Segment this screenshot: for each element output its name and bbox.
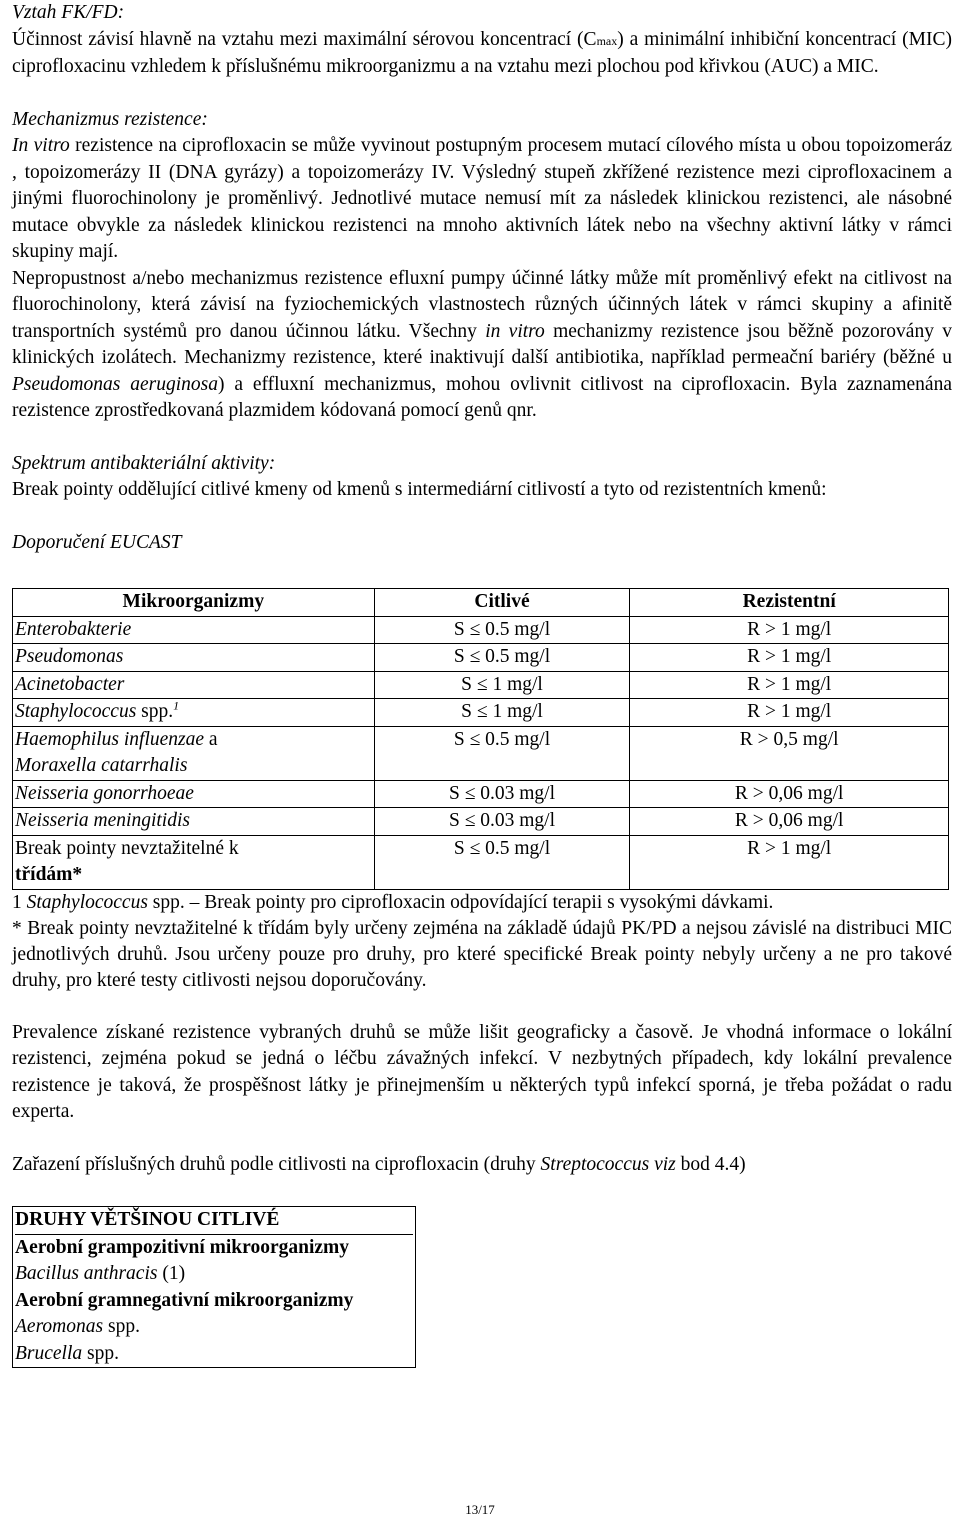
organism-cell: Neisseria meningitidis bbox=[13, 808, 375, 836]
column-header-resistant: Rezistentní bbox=[630, 589, 949, 617]
organism-cell: Staphylococcus spp.$^1$ bbox=[13, 699, 375, 727]
sensitive-cell: S ≤ 0.5 mg/l bbox=[374, 835, 630, 889]
eucast-breakpoint-table bbox=[12, 588, 949, 890]
page-number: 13/17 bbox=[465, 1502, 495, 1517]
sensitive-cell: S ≤ 0.5 mg/l bbox=[374, 616, 630, 644]
resistant-cell: R > 1 mg/l bbox=[630, 835, 949, 889]
resistant-cell: R > 0,06 mg/l bbox=[630, 808, 949, 836]
list-item: Aeromonas spp. bbox=[15, 1316, 140, 1337]
document-page bbox=[12, 0, 952, 1368]
resistant-cell: R > 1 mg/l bbox=[630, 616, 949, 644]
paragraph-mechanizmus-2: Nepropustnost a/nebo mechanizmus rezistence efluxní pumpy účinné látky může mít proměnlivý efekt na citlivost na fluorochinolony, která závisí na fyziochemických vlastnostech různých účinných látek v rámci skupiny a afinitě transportních systémů pro danou účinnou látku. Všechny in vitro mechanizmy rezistence jsou běžně pozorovány v klinických izolátech. Mechanizmy rezistence, které inaktivují další antibiotika, například permeační bariéry (běžné u Pseudomonas aeruginosa) a effluxní mechanizmus, mohou ovlivnit citlivost na ciprofloxacin. Byla zaznamenána rezistence zprostředkovaná plazmidem kódovaná pomocí genů qnr. bbox=[12, 267, 952, 421]
species-sensitivity-box bbox=[12, 1206, 416, 1368]
resistant-cell: R > 1 mg/l bbox=[630, 644, 949, 672]
table-row bbox=[13, 835, 949, 889]
organism-cell: Break pointy nevztažitelné k třídám* bbox=[13, 835, 375, 889]
section-heading-vztah: Vztah FK/FD: bbox=[12, 2, 125, 23]
table-row bbox=[13, 699, 949, 727]
sensitive-cell: S ≤ 0.5 mg/l bbox=[374, 726, 630, 780]
resistant-cell: R > 0,06 mg/l bbox=[630, 780, 949, 808]
group-heading-gramnegative: Aerobní gramnegativní mikroorganizmy bbox=[15, 1289, 354, 1311]
footnote-staphylococcus: 1 Staphylococcus spp. – Break pointy pro ciprofloxacin odpovídající terapii s vysokými dávkami. bbox=[12, 891, 774, 913]
table-row bbox=[13, 616, 949, 644]
footnote-breakpoints: * Break pointy nevztažitelné k třídám byly určeny zejména na základě údajů PK/PD a nejsou závislé na distribuci MIC jednotlivých druhů. Jsou určeny pouze pro druhy, pro které specifické Break pointy nebyly určeny a ne pro takové druhy, pro které testy citlivosti nejsou doporučovány. bbox=[12, 917, 952, 991]
table-row bbox=[13, 671, 949, 699]
organism-cell: Acinetobacter bbox=[13, 671, 375, 699]
list-item: Bacillus anthracis (1) bbox=[15, 1263, 186, 1284]
organism-cell: Haemophilus influenzae a Moraxella catarrhalis bbox=[13, 726, 375, 780]
table-row bbox=[13, 780, 949, 808]
list-item: Brucella spp. bbox=[15, 1342, 119, 1364]
table-header-row bbox=[13, 589, 949, 617]
sensitive-cell: S ≤ 1 mg/l bbox=[374, 671, 630, 699]
section-heading-mechanizmus: Mechanizmus rezistence: bbox=[12, 108, 208, 130]
resistant-cell: R > 1 mg/l bbox=[630, 671, 949, 699]
resistant-cell: R > 0,5 mg/l bbox=[630, 726, 949, 780]
table-row bbox=[13, 808, 949, 836]
section-heading-spektrum: Spektrum antibakteriální aktivity: bbox=[12, 452, 276, 474]
paragraph-vztah: Účinnost závisí hlavně na vztahu mezi maximální sérovou koncentrací (Cmax) a minimální inhibiční koncentrací (MIC) ciprofloxacinu vzhledem k příslušnému mikroorganizmu a na vztahu mezi plochou pod křivkou (AUC) a MIC. bbox=[12, 28, 952, 77]
group-heading-grampositive: Aerobní grampozitivní mikroorganizmy bbox=[15, 1236, 350, 1258]
sensitive-cell: S ≤ 0.5 mg/l bbox=[374, 644, 630, 672]
paragraph-zarazeni: Zařazení příslušných druhů podle citlivosti na ciprofloxacin (druhy Streptococcus viz bod 4.4) bbox=[12, 1153, 746, 1175]
organism-cell: Enterobakterie bbox=[13, 616, 375, 644]
sensitive-cell: S ≤ 0.03 mg/l bbox=[374, 780, 630, 808]
organism-cell: Pseudomonas bbox=[13, 644, 375, 672]
resistant-cell: R > 1 mg/l bbox=[630, 699, 949, 727]
druhy-heading: DRUHY VĚTŠINOU CITLIVÉ bbox=[15, 1207, 413, 1235]
organism-cell: Neisseria gonorrhoeae bbox=[13, 780, 375, 808]
column-header-organism: Mikroorganizmy bbox=[13, 589, 375, 617]
table-row bbox=[13, 726, 949, 780]
paragraph-prevalence: Prevalence získané rezistence vybraných druhů se může lišit geograficky a časově. Je vhodná informace o lokální rezistenci, zejména pokud se jedná o léčbu závažných infekcí. V nezbytných případech, kdy lokální prevalence rezistence je taková, že prospěšnost látky je přinejmenším u některých typů infekcí sporná, je třeba požádat o radu experta. bbox=[12, 1021, 952, 1122]
paragraph-mechanizmus-1: In vitro rezistence na ciprofloxacin se může vyvinout postupným procesem mutací cílového místa u obou topoizomeráz , topoizomerázy II (DNA gyrázy) a topoizomerázy IV. Výsledný stupeň zkřížené rezistence mezi ciprofloxacinem a jinými fluorochinolony je proměnlivý. Jednotlivé mutace nemusí mít za následek klinickou rezistenci, ale násobné mutace obvykle za následek klinickou rezistenci na mnoho aktivních látek nebo na všechny aktivní látky v rámci skupiny mají. bbox=[12, 135, 952, 262]
column-header-sensitive: Citlivé bbox=[374, 589, 630, 617]
table-row bbox=[13, 644, 949, 672]
sensitive-cell: S ≤ 1 mg/l bbox=[374, 699, 630, 727]
paragraph-spektrum: Break pointy oddělující citlivé kmeny od kmenů s intermediární citlivostí a tyto od rezistentních kmenů: bbox=[12, 479, 827, 500]
section-heading-eucast: Doporučení EUCAST bbox=[12, 531, 182, 553]
sensitive-cell: S ≤ 0.03 mg/l bbox=[374, 808, 630, 836]
